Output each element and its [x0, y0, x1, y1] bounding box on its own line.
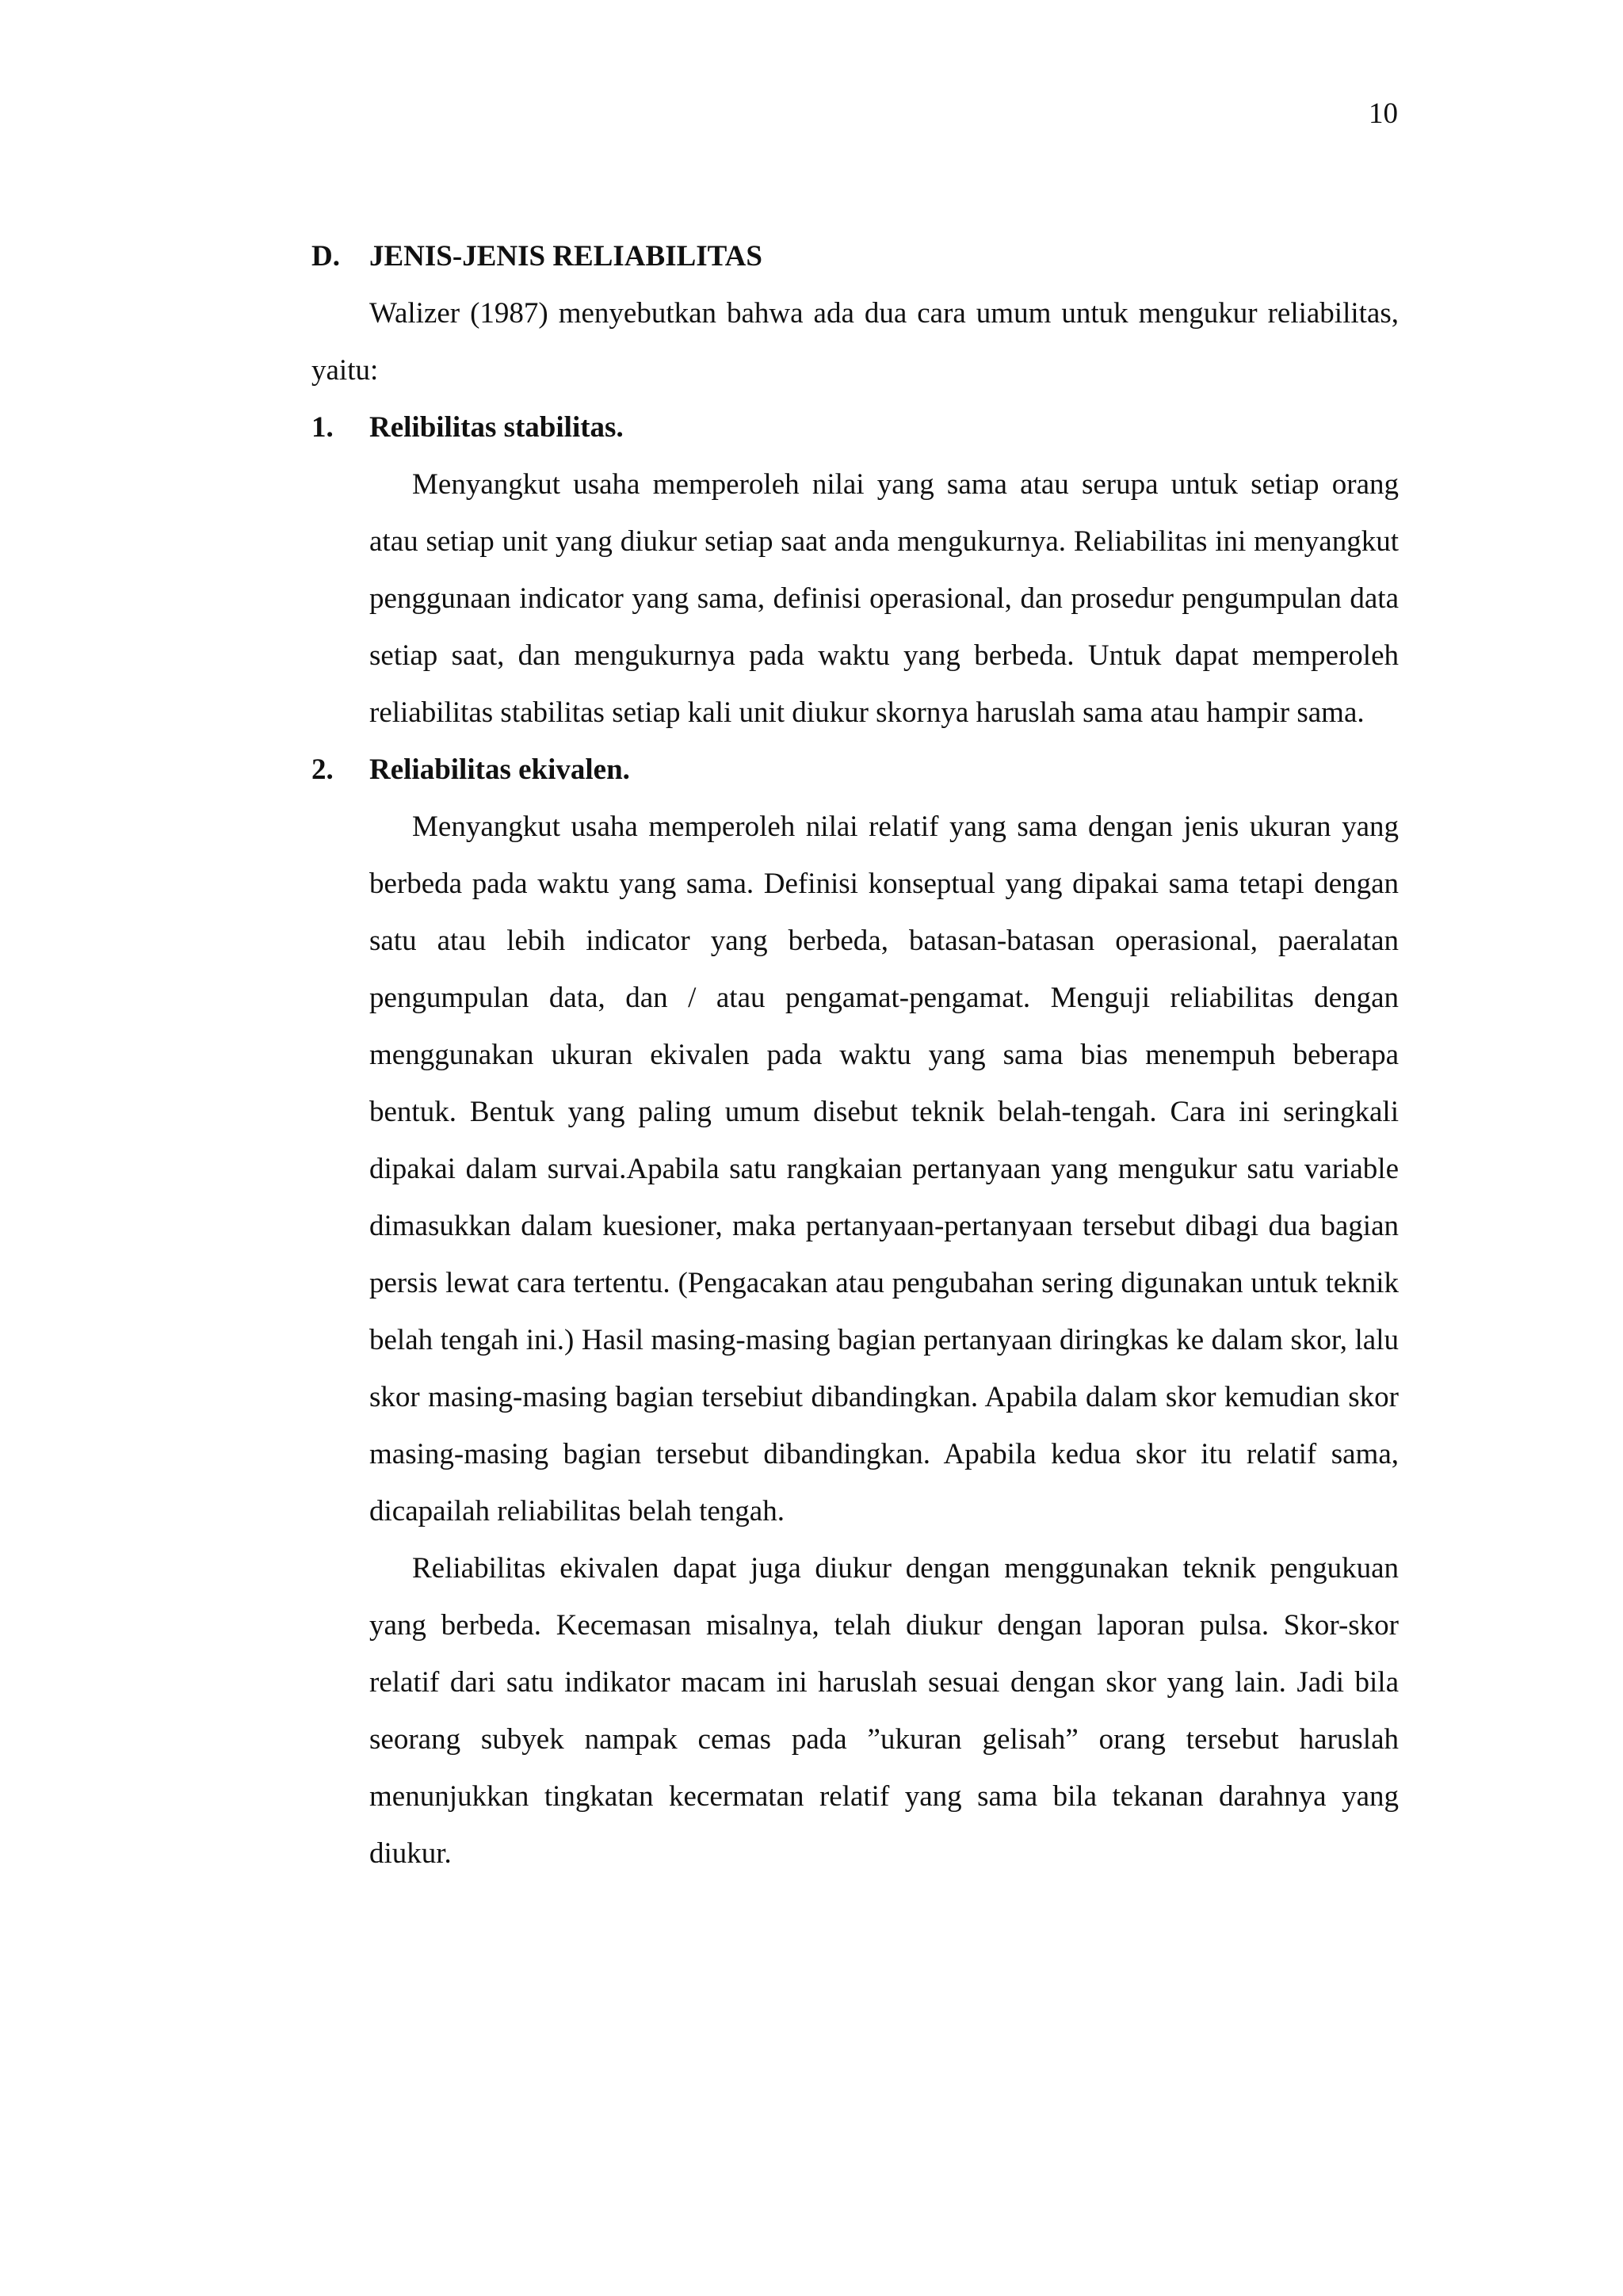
body-paragraph: Reliabilitas ekivalen dapat juga diukur dengan menggunakan teknik pengukuan yang berbeda. Kecemasan misalnya, telah diukur dengan laporan pulsa. Skor-skor relatif dari satu indikator macam ini haruslah sesuai dengan skor yang lain. Jadi bila seorang subyek nampak cemas pada ”ukuran gelisah” orang tersebut haruslah menunjukkan tingkatan kecermatan relatif yang sama bila tekanan darahnya yang diukur.: [369, 1552, 1399, 1870]
section-title: JENIS-JENIS RELIABILITAS: [369, 240, 762, 273]
list-item-body: [369, 456, 1399, 742]
list-item-heading: [311, 742, 1399, 799]
body-paragraph: Menyangkut usaha memperoleh nilai yang sama atau serupa untuk setiap orang atau setiap unit yang diukur setiap saat anda mengukurnya. Reliabilitas ini menyangkut penggunaan indicator yang sama, definisi operasional, dan prosedur pengumpulan data setiap saat, dan mengukurnya pada waktu yang berbeda. Untuk dapat memperoleh reliabilitas stabilitas setiap kali unit diukur skornya haruslah sama atau hampir sama.: [369, 468, 1399, 729]
list-item-title: Relibilitas stabilitas.: [369, 411, 624, 444]
list-item-equivalent: [311, 742, 1399, 1882]
list-item-stability: [311, 399, 1399, 742]
list-item-title: Reliabilitas ekivalen.: [369, 753, 630, 786]
list-item-body: [369, 799, 1399, 1882]
body-paragraph: Menyangkut usaha memperoleh nilai relatif yang sama dengan jenis ukuran yang berbeda pada waktu yang sama. Definisi konseptual yang dipakai sama tetapi dengan satu atau lebih indicator yang berbeda, batasan-batasan operasional, paeralatan pengumpulan data, dan / atau pengamat-pengamat. Menguji reliabilitas dengan menggunakan ukuran ekivalen pada waktu yang sama bias menempuh beberapa bentuk. Bentuk yang paling umum disebut teknik belah-tengah. Cara ini seringkali dipakai dalam survai.Apabila satu rangkaian pertanyaan yang mengukur satu variable dimasukkan dalam kuesioner, maka pertanyaan-pertanyaan tersebut dibagi dua bagian persis lewat cara tertentu. (Pengacakan atau pengubahan sering digunakan untuk teknik belah tengah ini.) Hasil masing-masing bagian pertanyaan diringkas ke dalam skor, lalu skor masing-masing bagian tersebiut dibandingkan. Apabila dalam skor kemudian skor masing-masing bagian tersebut dibandingkan. Apabila kedua skor itu relatif sama, dicapailah reliabilitas belah tengah.: [369, 810, 1399, 1527]
list-item-marker: 1.: [311, 411, 334, 444]
list-item-marker: 2.: [311, 753, 334, 786]
page-content: [311, 228, 1399, 1882]
page-number: 10: [1369, 97, 1398, 130]
list-item-heading: [311, 399, 1399, 456]
intro-paragraph: Walizer (1987) menyebutkan bahwa ada dua cara umum untuk mengukur reliabilitas, yaitu:: [311, 297, 1399, 387]
section-heading: [311, 228, 1399, 285]
section-marker: D.: [311, 240, 340, 273]
